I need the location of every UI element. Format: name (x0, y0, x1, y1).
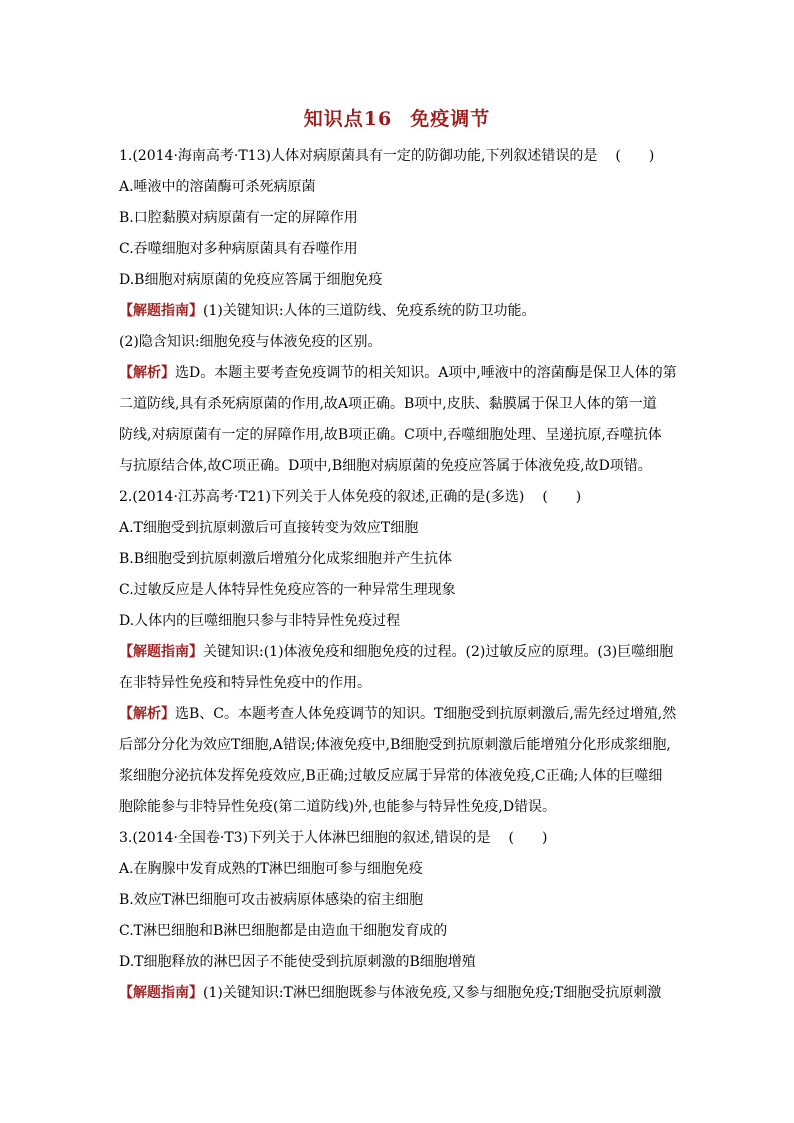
line-text: 防线,对病原菌有一定的屏障作用,故B项正确。C项中,吞噬细胞处理、呈递抗原,吞噬抗体 (119, 427, 662, 443)
text-line (119, 637, 679, 668)
line-text: (2)隐含知识:细胞免疫与体液免疫的区别。 (119, 334, 382, 350)
text-line (119, 265, 679, 296)
text-line (119, 451, 679, 482)
line-text: 关键知识:(1)体液免疫和细胞免疫的过程。(2)过敏反应的原理。(3)巨噬细胞 (203, 644, 674, 660)
text-line (119, 978, 679, 1009)
line-text: B.口腔黏膜对病原菌有一定的屏障作用 (119, 210, 358, 226)
line-text: C.过敏反应是人体特异性免疫应答的一种异常生理现象 (119, 582, 456, 598)
text-line (119, 358, 679, 389)
text-line (119, 668, 679, 699)
text-line (119, 885, 679, 916)
text-line (119, 234, 679, 265)
text-line (119, 606, 679, 637)
text-line (119, 172, 679, 203)
text-line (119, 327, 679, 358)
text-line (119, 513, 679, 544)
text-line (119, 482, 679, 513)
text-line (119, 420, 679, 451)
line-text: B.B细胞受到抗原刺激后增殖分化成浆细胞并产生抗体 (119, 551, 453, 567)
line-text: A.唾液中的溶菌酶可杀死病原菌 (119, 179, 316, 195)
line-text: (1)关键知识:人体的三道防线、免疫系统的防卫功能。 (203, 303, 536, 319)
text-line (119, 203, 679, 234)
title-topic-name: 免疫调节 (410, 108, 491, 130)
section-tag: 【解题指南】 (119, 644, 203, 660)
line-text: 2.(2014·江苏高考·T21)下列关于人体免疫的叙述,正确的是(多选) (119, 489, 525, 505)
page-title (0, 104, 794, 131)
line-text: B.效应T淋巴细胞可攻击被病原体感染的宿主细胞 (119, 892, 424, 908)
line-text: C.吞噬细胞对多种病原菌具有吞噬作用 (119, 241, 358, 257)
text-line (119, 761, 679, 792)
section-tag: 【解题指南】 (119, 985, 203, 1001)
line-text: (1)关键知识:T淋巴细胞既参与体液免疫,又参与细胞免疫;T细胞受抗原刺激 (203, 985, 662, 1001)
line-text: 选D。本题主要考查免疫调节的相关知识。A项中,唾液中的溶菌酶是保卫人体的第 (175, 365, 677, 381)
section-tag: 【解析】 (119, 365, 175, 381)
text-line (119, 823, 679, 854)
line-text: C.T淋巴细胞和B淋巴细胞都是由造血干细胞发育成的 (119, 923, 448, 939)
text-line (119, 544, 679, 575)
line-text: 在非特异性免疫和特异性免疫中的作用。 (119, 675, 371, 691)
line-text: 与抗原结合体,故C项正确。D项中,B细胞对病原菌的免疫应答属于体液免疫,故D项错。 (119, 458, 652, 474)
text-line (119, 575, 679, 606)
text-line (119, 916, 679, 947)
document-body (119, 141, 679, 1009)
text-line (119, 792, 679, 823)
text-line (119, 730, 679, 761)
line-text: A.T细胞受到抗原刺激后可直接转变为效应T细胞 (119, 520, 419, 536)
line-text: 选B、C。本题考查人体免疫调节的知识。T细胞受到抗原刺激后,需先经过增殖,然 (175, 706, 677, 722)
line-text: D.B细胞对病原菌的免疫应答属于细胞免疫 (119, 272, 383, 288)
text-line (119, 947, 679, 978)
answer-blank: ( ) (542, 489, 582, 505)
line-text: 1.(2014·海南高考·T13)人体对病原菌具有一定的防御功能,下列叙述错误的是 (119, 148, 598, 164)
title-topic-number: 知识点16 (303, 108, 393, 130)
line-text: 后部分分化为效应T细胞,A错误;体液免疫中,B细胞受到抗原刺激后能增殖分化形成浆细胞, (119, 737, 671, 753)
line-text: 二道防线,具有杀死病原菌的作用,故A项正确。B项中,皮肤、黏膜属于保卫人体的第一道 (119, 396, 657, 412)
text-line (119, 389, 679, 420)
answer-blank: ( ) (508, 830, 548, 846)
section-tag: 【解题指南】 (119, 303, 203, 319)
line-text: A.在胸腺中发育成熟的T淋巴细胞可参与细胞免疫 (119, 861, 423, 877)
line-text: D.人体内的巨噬细胞只参与非特异性免疫过程 (119, 613, 401, 629)
line-text: D.T细胞释放的淋巴因子不能使受到抗原刺激的B细胞增殖 (119, 954, 476, 970)
line-text: 胞除能参与非特异性免疫(第二道防线)外,也能参与特异性免疫,D错误。 (119, 799, 557, 815)
text-line (119, 699, 679, 730)
section-tag: 【解析】 (119, 706, 175, 722)
text-line (119, 296, 679, 327)
line-text: 3.(2014·全国卷·T3)下列关于人体淋巴细胞的叙述,错误的是 (119, 830, 491, 846)
text-line (119, 854, 679, 885)
text-line (119, 141, 679, 172)
answer-blank: ( ) (615, 148, 655, 164)
line-text: 浆细胞分泌抗体发挥免疫效应,B正确;过敏反应属于异常的体液免疫,C正确;人体的巨噬细 (119, 768, 663, 784)
